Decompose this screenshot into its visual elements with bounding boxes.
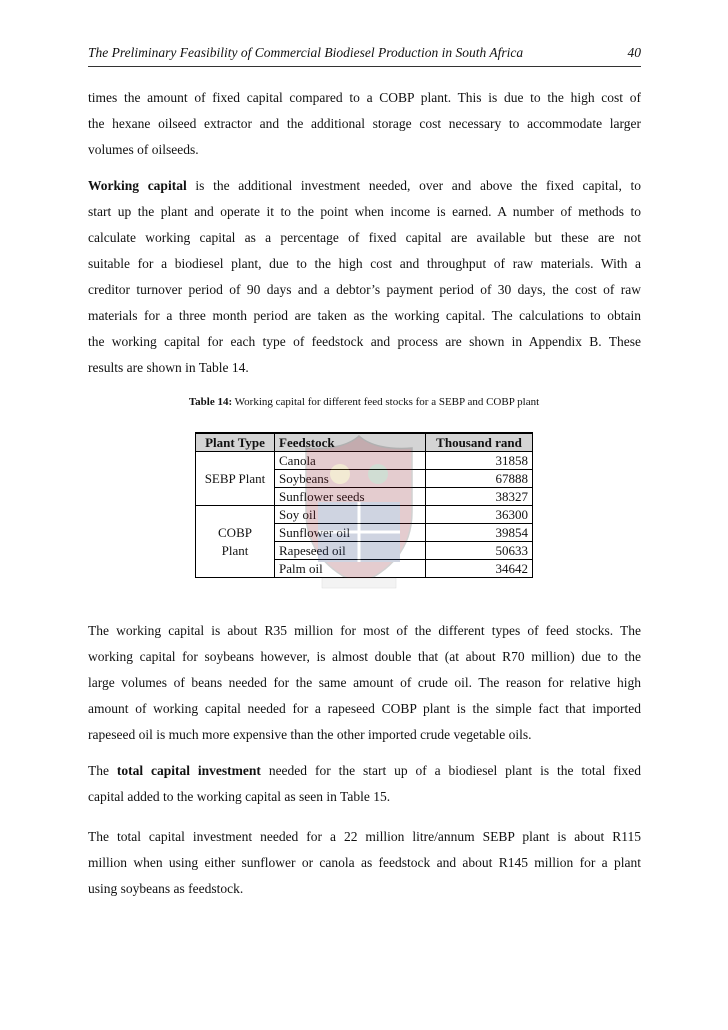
caption-text: Working capital for different feed stocks for a SEBP and COBP plant (232, 396, 540, 408)
term-working-capital: Working capital (88, 178, 187, 193)
text-line: creditor turnover period of 90 days and a debtor’s payment period of 30 days, the cost of raw (88, 282, 641, 297)
plant-type-cell (196, 506, 275, 524)
text-line: The total capital investment needed for a 22 million litre/annum SEBP plant is about R115 (88, 829, 641, 844)
table-caption (0, 396, 728, 408)
running-title: The Preliminary Feasibility of Commercial Biodiesel Production in South Africa (88, 45, 524, 60)
text-fragment: needed for the start up of a biodiesel plant is the total fixed (260, 763, 641, 778)
caption-label: Table 14: (188, 396, 233, 408)
feedstock-cell: Canola (275, 452, 426, 470)
table-row (196, 560, 533, 578)
text-line: suitable for a biodiesel plant, due to the high cost and throughput of raw materials. With a (88, 256, 641, 271)
table-row (196, 470, 533, 488)
paragraph-2 (88, 173, 641, 381)
table-row (196, 542, 533, 560)
value-cell: 39854 (426, 524, 533, 542)
value-cell: 38327 (426, 488, 533, 506)
text-line: the working capital for each type of feedstock and process are shown in Appendix B. These (88, 334, 641, 349)
header-rule (88, 66, 641, 67)
feedstock-cell: Soy oil (275, 506, 426, 524)
paragraph-4 (88, 758, 641, 810)
text-line: start up the plant and operate it to the point when income is earned. A number of methods to (88, 204, 641, 219)
value-cell: 67888 (426, 470, 533, 488)
table-header-row (196, 433, 533, 452)
feedstock-cell: Rapeseed oil (275, 542, 426, 560)
text-line (88, 758, 641, 784)
text-line: times the amount of fixed capital compared to a COBP plant. This is due to the high cost of (88, 90, 641, 105)
text-line: results are shown in Table 14. (88, 360, 249, 375)
paragraph-5 (88, 824, 641, 902)
feedstock-cell: Sunflower oil (275, 524, 426, 542)
text-line: working capital for soybeans however, is almost double that (at about R70 million) due to the (88, 649, 641, 664)
text-line: volumes of oilseeds. (88, 142, 199, 157)
text-line: calculate working capital as a percentage of fixed capital are available but these are not (88, 230, 641, 245)
feedstock-cell: Soybeans (275, 470, 426, 488)
working-capital-table (195, 432, 533, 578)
table-row (196, 488, 533, 506)
plant-type-cell: Plant (196, 542, 275, 560)
value-cell: 50633 (426, 542, 533, 560)
column-header: Plant Type (196, 433, 275, 452)
feedstock-cell: Palm oil (275, 560, 426, 578)
text-line: materials for a three month period are taken as the working capital. The calculations to obtain (88, 308, 641, 323)
value-cell: 34642 (426, 560, 533, 578)
value-cell: 31858 (426, 452, 533, 470)
text-line (88, 173, 641, 199)
term-total-capital-investment: total capital investment (116, 763, 261, 778)
paragraph-3 (88, 618, 641, 748)
text-line: using soybeans as feedstock. (88, 881, 244, 896)
text-fragment: is the additional investment needed, over and above the fixed capital, to (186, 178, 642, 193)
text-fragment: The (88, 763, 117, 778)
table-row (196, 506, 533, 524)
text-line: amount of working capital needed for a rapeseed COBP plant is the simple fact that imported (88, 701, 641, 716)
column-header: Feedstock (275, 433, 426, 452)
plant-type-cell (196, 452, 275, 470)
text-line: The working capital is about R35 million for most of the different types of feed stocks. The (88, 623, 641, 638)
text-line: the hexane oilseed extractor and the additional storage cost necessary to accommodate larger (88, 116, 641, 131)
page-number: 40 (627, 45, 641, 60)
plant-type-cell: SEBP Plant (196, 470, 275, 488)
plant-type-cell (196, 488, 275, 506)
plant-type-cell (196, 560, 275, 578)
feedstock-cell: Sunflower seeds (275, 488, 426, 506)
text-line: million when using either sunflower or canola as feedstock and about R145 million for a plant (88, 855, 641, 870)
paragraph-1 (88, 85, 641, 163)
text-line: large volumes of beans needed for the same amount of crude oil. The reason for relative high (88, 675, 641, 690)
table-row (196, 452, 533, 470)
value-cell: 36300 (426, 506, 533, 524)
table-row (196, 524, 533, 542)
column-header: Thousand rand (426, 433, 533, 452)
text-line: rapeseed oil is much more expensive than the other imported crude vegetable oils. (88, 727, 532, 742)
plant-type-cell: COBP (196, 524, 275, 542)
text-line: capital added to the working capital as seen in Table 15. (88, 789, 391, 804)
